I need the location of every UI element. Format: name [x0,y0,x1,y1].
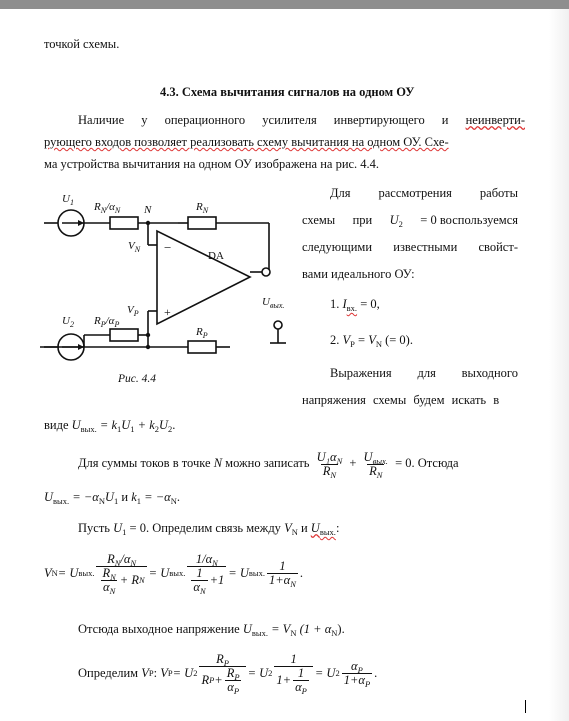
fraction: $\frac{U_1\alpha_N}{R_N}$ [316,449,343,480]
fraction: $\frac{R_N}{\alpha_N}$ [102,565,116,596]
word: свойст- [478,240,518,254]
label-rp: $R_P$ [196,326,208,340]
eq-let: Пусть $U_1 = 0$. Определим связь между $V_N$ и $U_{вых.}$: [78,521,340,537]
right-line-8: напряжения схемы будем искать в [302,393,500,407]
eq-result: $U_{вых.} = -\alpha_NU_1$ и $k_1 = -\alpha_N$. [44,490,180,506]
fraction: $R_P$ R P + $\frac{R_P}{\alpha_P}$ [199,653,245,694]
word: инвертирующего [333,113,425,127]
fraction: $1/\alpha_N$ $\frac{1}{\alpha_N}$ +1 [187,553,226,594]
fraction: $\frac{\alpha_P}{1+\alpha_P}$ [343,658,371,689]
resistor-r1 [110,217,138,229]
eq-vn: V N = U вых. $R_N/\alpha_N$ $\frac{R_N}{\alpha_N}$ + R N = U вых. $1/\alpha_N$ $\frac{1}{\alpha_N}$ +1 = U вых. $\frac{1}{1+\alpha_N}$ . [44,551,304,596]
fraction: $\frac{1}{1+\alpha_N}$ [269,558,296,589]
ground-terminal [274,321,282,329]
label-rn: $R_N$ [196,201,209,215]
right-line-2 [302,213,518,228]
label-uout: $U_{вых.}$ [262,296,285,310]
right-line-4: вами идеального ОУ: [302,267,415,281]
formula-u2: $U_2$ [389,213,403,229]
intro-line-3: ма устройства вычитания на одном ОУ изображена на рис. 4.4. [44,157,380,171]
node-n-dot [146,221,150,225]
fraction: $\frac{U_{вых.}}{R_N}$ [363,449,388,480]
window-top-bar [0,0,569,9]
text: рующего входов позволяет реализовать схему вычитания на одном ОУ. Схе- [44,135,449,149]
fraction: $\frac{R_P}{\alpha_P}$ [226,665,240,696]
intro-line-1 [78,113,525,128]
label-da: DA [208,250,224,262]
node-ground-dot [146,345,150,349]
right-line-7 [330,366,518,381]
eq-output-voltage: Отсюда выходное напряжение $U_{вых.} = V_N$ $(1 + \alpha_N)$. [78,622,345,638]
resistor-r2 [110,329,138,341]
label-vn: $V_N$ [128,240,141,254]
intro-line-2 [44,135,449,150]
right-line-1 [330,186,518,201]
right-line-3 [302,240,518,255]
previous-paragraph-end: точкой схемы. [44,37,120,51]
word: Наличие [78,113,125,127]
property-1: 1. $I_{вх.} = 0$, [330,297,380,313]
label-minus: − [164,240,172,255]
word: усилителя [262,113,317,127]
eq-vp: Определим V P : V P = U 2 $R_P$ R P + $\frac{R_P}{\alpha_P}$ = U 2 1 1+ $\frac{1}{\alpha_P}$ = U 2 $\frac{\alpha_P}{1+\alpha_P}$ . [78,651,378,696]
figure-caption: Рис. 4.4 [118,373,157,385]
word: операционного [164,113,246,127]
eq-current-sum: Для суммы токов в точке N можно записать $\frac{U_1\alpha_N}{R_N}$ + $\frac{U_{вых.}}{R_N}$ = 0. Отсюда [78,449,459,480]
word-misspelled: неинверти- [465,113,525,127]
label-r2: $R_P/\alpha_P$ [94,315,120,329]
section-title: 4.3. Схема вычитания сигналов на одном ОУ [160,85,415,99]
word: следующими [302,240,373,254]
label-u2: $U_2$ [62,315,74,329]
word: выходного [461,366,518,380]
label-vp: $V_P$ [127,304,139,318]
label-node-n: N [144,204,152,216]
label-u1: $U_1$ [62,193,74,207]
word: при [352,213,373,227]
word: схемы [302,213,336,227]
output-terminal [262,268,270,276]
fraction: $\frac{1}{\alpha_N}$ [193,565,206,596]
circuit-diagram [40,185,302,385]
word: работы [479,186,518,200]
eq-output-form: виде $U_{вых.} = k_1U_1 + k_2U_2$. [44,418,176,434]
word: и [441,113,449,127]
word: у [141,113,148,127]
property-2: 2. $V_P = V_N$ (= 0). [330,333,413,349]
text-cursor [525,700,526,713]
resistor-rn [188,217,216,229]
word: Для [330,186,351,200]
fraction: $\frac{1}{\alpha_P}$ [295,665,307,696]
resistor-rp [188,341,216,353]
word: Выражения [330,366,392,380]
text: = 0 воспользуемся [420,213,518,227]
word: для [417,366,436,380]
fraction: $R_N/\alpha_N$ $\frac{R_N}{\alpha_N}$ + R N [96,553,146,594]
page-edge-shadow [549,9,569,721]
word: рассмотрения [378,186,452,200]
label-plus: + [164,305,171,319]
fraction: 1 1+ $\frac{1}{\alpha_P}$ [274,653,312,694]
word: известными [393,240,458,254]
node-p-dot [146,333,150,337]
label-r1: $R_N/\alpha_N$ [94,201,121,215]
